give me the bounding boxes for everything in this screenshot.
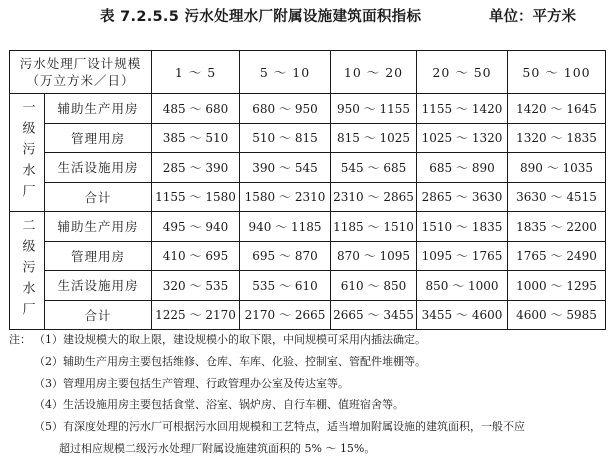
table-cell: 695 ～ 870: [240, 241, 331, 271]
group-label-primary: 一级污水厂: [10, 94, 45, 212]
header-col-1: 1 ～ 5: [152, 51, 240, 94]
table-cell: 410 ～ 695: [152, 241, 240, 271]
table-row: [10, 212, 606, 242]
row-label: 合计: [45, 300, 152, 330]
header-col-2: 5 ～ 10: [240, 51, 331, 94]
notes-section: [9, 329, 605, 460]
header-col-3: 10 ～ 20: [331, 51, 417, 94]
table-cell: 1835 ～ 2200: [508, 212, 606, 242]
note-text: （4）生活设施用房主要包括食堂、浴室、锅炉房、自行车棚、值班宿舍等。: [34, 398, 404, 412]
table-cell: 390 ～ 545: [240, 153, 331, 183]
row-label: 辅助生产用房: [45, 94, 152, 124]
table-cell: 4600 ～ 5985: [508, 300, 606, 330]
table-cell: 510 ～ 815: [240, 123, 331, 153]
table-cell: 1420 ～ 1645: [508, 94, 606, 124]
note-item: [9, 351, 605, 373]
header-scale-cell: [10, 51, 152, 94]
table-cell: 385 ～ 510: [152, 123, 240, 153]
row-label: 生活设施用房: [45, 271, 152, 301]
table-cell: 940 ～ 1185: [240, 212, 331, 242]
table-cell: 1320 ～ 1835: [508, 123, 606, 153]
table-cell: 2310 ～ 2865: [331, 182, 417, 212]
table-cell: 1185 ～ 1510: [331, 212, 417, 242]
note-item: [9, 329, 605, 351]
notes-lead: 注：: [9, 333, 31, 346]
table-cell: 950 ～ 1155: [331, 94, 417, 124]
table-cell: 1155 ～ 1420: [417, 94, 508, 124]
table-cell: 850 ～ 1000: [417, 271, 508, 301]
table-cell: 2665 ～ 3455: [331, 300, 417, 330]
note-item: [9, 416, 605, 438]
table-cell: 535 ～ 610: [240, 271, 331, 301]
table-cell: 485 ～ 680: [152, 94, 240, 124]
group-label-secondary: 二级污水厂: [10, 212, 45, 330]
row-label: 管理用房: [45, 241, 152, 271]
table-cell: 3455 ～ 4600: [417, 300, 508, 330]
table-row: [10, 182, 606, 212]
header-col-5: 50 ～ 100: [508, 51, 606, 94]
table-cell: 870 ～ 1095: [331, 241, 417, 271]
note-text: （5）有深度处理的污水厂可根据污水回用规模和工艺特点，适当增加附属设施的建筑面积，一般不应: [34, 420, 525, 434]
table-row: [10, 271, 606, 301]
note-text: （1）建设规模大的取上限，建设规模小的取下限，中间规模可采用内插法确定。: [34, 333, 426, 346]
table-cell: 1155 ～ 1580: [152, 182, 240, 212]
title-row: [0, 5, 609, 27]
header-scale-unit: （万立方米／日）: [26, 73, 135, 88]
header-scale-label: 污水处理厂设计规模: [19, 56, 142, 71]
header-col-4: 20 ～ 50: [417, 51, 508, 94]
note-item: [9, 394, 605, 416]
table-cell: 680 ～ 950: [240, 94, 331, 124]
header-row: [10, 51, 606, 94]
row-label: 生活设施用房: [45, 153, 152, 183]
table-cell: 1765 ～ 2490: [508, 241, 606, 271]
table-cell: 1580 ～ 2310: [240, 182, 331, 212]
note-continuation: [9, 438, 605, 460]
row-label: 管理用房: [45, 123, 152, 153]
table-cell: 685 ～ 890: [417, 153, 508, 183]
table-cell: 495 ～ 940: [152, 212, 240, 242]
row-label: 合计: [45, 182, 152, 212]
table-row: [10, 153, 606, 183]
table-cell: 610 ～ 850: [331, 271, 417, 301]
note-item: [9, 373, 605, 395]
table-cell: 890 ～ 1035: [508, 153, 606, 183]
table-cell: 1510 ～ 1835: [417, 212, 508, 242]
note-text: 超过相应规模二级污水处理厂附属设施建筑面积的 5% ～ 15%。: [59, 441, 376, 455]
table-row: [10, 123, 606, 153]
table-cell: 3630 ～ 4515: [508, 182, 606, 212]
table-cell: 285 ～ 390: [152, 153, 240, 183]
table-cell: 1025 ～ 1320: [417, 123, 508, 153]
table-row: [10, 300, 606, 330]
table-cell: 1095 ～ 1765: [417, 241, 508, 271]
table-cell: 1000 ～ 1295: [508, 271, 606, 301]
table-cell: 1225 ～ 2170: [152, 300, 240, 330]
note-text: （3）管理用房主要包括生产管理、行政管理办公室及传达室等。: [34, 376, 349, 390]
area-index-table: [9, 50, 606, 330]
table-cell: 2170 ～ 2665: [240, 300, 331, 330]
table-cell: 815 ～ 1025: [331, 123, 417, 153]
unit-label: 单位：平方米: [489, 9, 576, 25]
table-cell: 320 ～ 535: [152, 271, 240, 301]
table-row: [10, 94, 606, 124]
table-title: 表 7.2.5.5 污水处理水厂附属设施建筑面积指标: [100, 9, 422, 25]
row-label: 辅助生产用房: [45, 212, 152, 242]
table-cell: 2865 ～ 3630: [417, 182, 508, 212]
table-cell: 545 ～ 685: [331, 153, 417, 183]
note-text: （2）辅助生产用房主要包括维修、仓库、车库、化验、控制室、管配件堆棚等。: [34, 354, 426, 368]
table-row: [10, 241, 606, 271]
